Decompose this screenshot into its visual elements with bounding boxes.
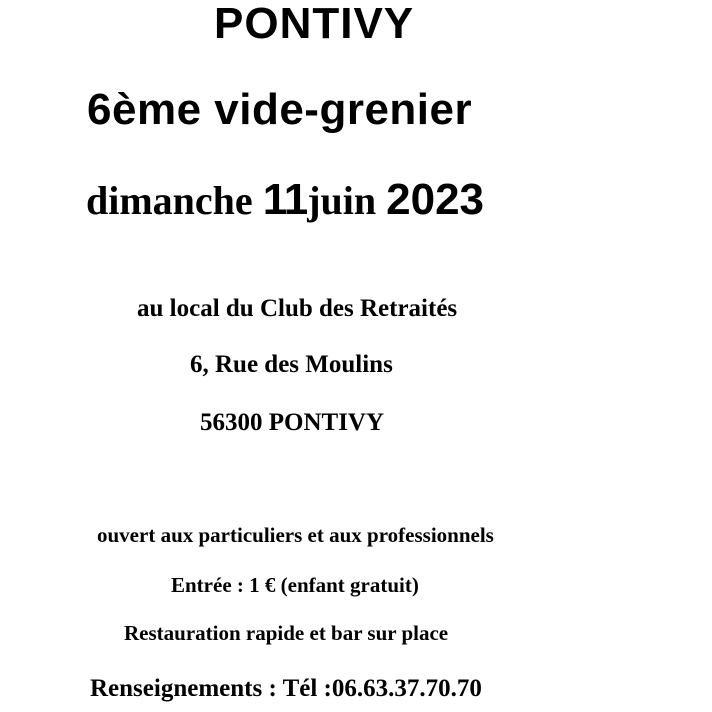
venue-street: 6, Rue des Moulins bbox=[190, 351, 393, 378]
venue-postal-city: 56300 PONTIVY bbox=[200, 409, 385, 436]
venue-name: au local du Club des Retraités bbox=[137, 295, 458, 322]
entry-price-text: Entrée : 1 € (enfant gratuit) bbox=[171, 573, 419, 597]
date-weekday: dimanche bbox=[86, 178, 253, 223]
food-text: Restauration rapide et bar sur place bbox=[124, 621, 449, 645]
date-year: 2023 bbox=[386, 175, 485, 224]
open-to-text: ouvert aux particuliers et aux professionnels bbox=[97, 523, 494, 547]
event-date bbox=[86, 175, 485, 224]
date-day: 11 bbox=[262, 175, 308, 224]
city-title: PONTIVY bbox=[214, 0, 415, 48]
date-month: juin bbox=[307, 178, 377, 223]
event-title: 6ème vide-grenier bbox=[87, 85, 473, 134]
contact-text: Renseignements : Tél :06.63.37.70.70 bbox=[90, 675, 482, 702]
